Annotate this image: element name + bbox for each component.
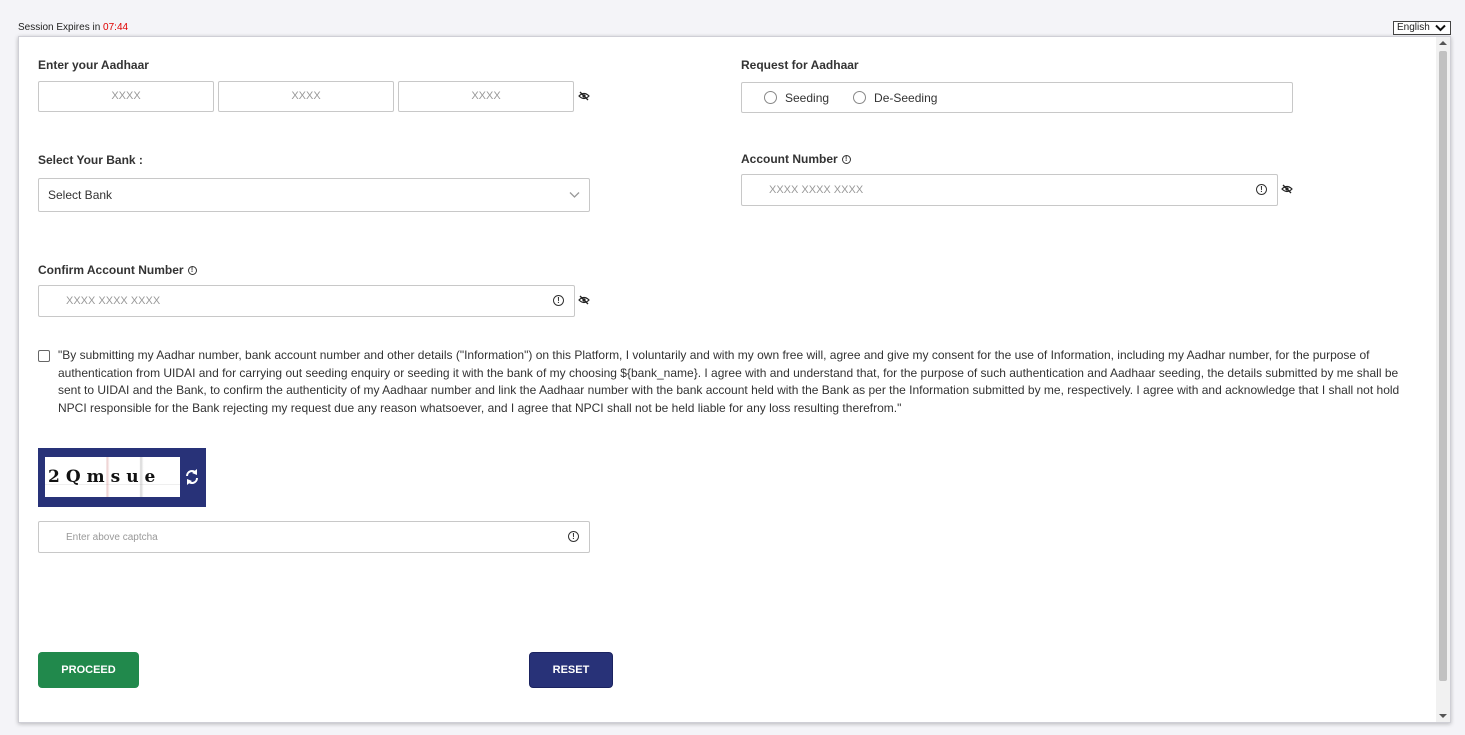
account-placeholder: XXXX XXXX XXXX [769, 184, 864, 196]
aadhaar-label-text: Enter your Aadhaar [38, 58, 149, 72]
scrollbar[interactable] [1436, 37, 1450, 722]
form-frame [18, 36, 1451, 723]
captcha-box [38, 448, 206, 507]
scroll-thumb[interactable] [1439, 51, 1447, 681]
captcha-input[interactable] [38, 521, 590, 553]
eye-slash-icon[interactable] [1281, 184, 1293, 194]
info-icon: ! [553, 295, 564, 306]
chevron-down-icon [569, 191, 580, 199]
consent-block [38, 347, 1413, 417]
aadhaar-input-2[interactable]: XXXX [218, 81, 394, 112]
request-radio-group [741, 82, 1293, 113]
captcha-image: 2Qmsue [45, 457, 180, 497]
bank-selected: Select Bank [48, 188, 113, 202]
refresh-icon[interactable] [184, 468, 200, 486]
scroll-up-icon[interactable] [1439, 41, 1447, 45]
session-prefix: Session Expires in [18, 22, 104, 33]
account-number-input[interactable] [741, 174, 1278, 206]
bank-select[interactable] [38, 178, 590, 212]
account-label-text: Account Number [741, 152, 838, 166]
bank-label [38, 153, 143, 167]
language-selected: English [1397, 22, 1430, 33]
info-icon: ! [188, 266, 197, 275]
account-label [741, 152, 851, 166]
chevron-down-icon [1435, 23, 1446, 33]
radio-seeding-label: Seeding [785, 90, 830, 105]
radio-circle[interactable] [764, 91, 777, 104]
aadhaar-input-3[interactable]: XXXX [398, 81, 574, 112]
eye-slash-icon[interactable] [578, 91, 590, 101]
radio-seeding[interactable] [764, 91, 829, 105]
confirm-account-placeholder: XXXX XXXX XXXX [66, 295, 161, 307]
scroll-down-icon[interactable] [1439, 714, 1447, 718]
info-icon: ! [568, 531, 579, 542]
session-time: 07:44 [103, 22, 129, 33]
captcha-placeholder: Enter above captcha [66, 532, 158, 543]
radio-de-seeding-label: De-Seeding [874, 90, 938, 105]
info-icon: ! [842, 155, 851, 164]
consent-checkbox[interactable] [38, 350, 50, 362]
aadhaar-input-1[interactable]: XXXX [38, 81, 214, 112]
eye-slash-icon[interactable] [578, 295, 590, 305]
request-label [741, 58, 859, 72]
bank-label-text: Select Your Bank : [38, 153, 143, 167]
radio-circle[interactable] [853, 91, 866, 104]
radio-de-seeding[interactable] [853, 91, 937, 105]
proceed-button[interactable]: PROCEED [38, 652, 139, 688]
consent-text: "By submitting my Aadhar number, bank account number and other details ("Information") on this Platform, I voluntarily and with my own free will, agree and give my consent for the use of Information, including my Aadhar number, for the purpose of authentication from UIDAI and for carrying out seeding enquiry or seeding it with the bank of my choosing ${bank_name}. I agree with and understand that, for the purpose of such authentication and Aadhaar seeding, the details submitted by me shall be sent to UIDAI and the Bank, to confirm the authenticity of my Aadhaar number and link the Aadhaar number with the bank account held with the Bank as per the Information submitted by me, respectively. I agree with and acknowledge that I shall not hold NPCI responsible for the Bank rejecting my request due any reason whatsoever, and I agree that NPCI shall not be held liable for any loss resulting therefrom." [58, 348, 1400, 415]
reset-button[interactable]: RESET [529, 652, 613, 688]
confirm-account-input[interactable] [38, 285, 575, 317]
confirm-account-label-text: Confirm Account Number [38, 263, 184, 277]
info-icon: ! [1256, 184, 1267, 195]
confirm-account-label [38, 263, 197, 277]
session-timer [18, 22, 128, 33]
aadhaar-label [38, 58, 149, 72]
request-label-text: Request for Aadhaar [741, 58, 859, 72]
language-select[interactable] [1393, 21, 1451, 35]
